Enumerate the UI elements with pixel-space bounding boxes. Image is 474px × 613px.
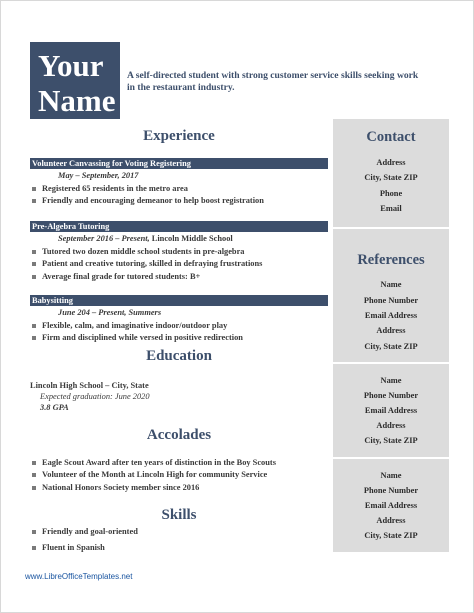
reference-city: City, State ZIP: [364, 531, 418, 540]
list-item: Average final grade for tutored students: B+: [30, 271, 262, 283]
education-block: [30, 380, 150, 413]
gpa: 3.8 GPA: [40, 403, 69, 412]
job-heading: Volunteer Canvassing for Voting Registering: [30, 158, 328, 169]
bullet-icon: [32, 461, 36, 465]
accolades-list: [30, 457, 276, 494]
list-item: Tutored two dozen middle school students in pre-algebra: [30, 246, 262, 258]
reference-email: Email Address: [364, 311, 418, 320]
bullet-icon: [32, 530, 36, 534]
name-block: [30, 42, 120, 119]
list-item: National Honors Society member since 2016: [30, 482, 276, 494]
bullet-icon: [32, 324, 36, 328]
bullet-icon: [32, 262, 36, 266]
references-heading: References: [357, 252, 425, 268]
bullet-icon: [32, 473, 36, 477]
reference-phone: Phone Number: [363, 391, 419, 400]
job-dates: June 204 – Present, Summers: [58, 308, 162, 317]
job-org: Lincoln Middle School: [151, 234, 233, 243]
reference-address: Address: [376, 516, 406, 525]
accolades-heading: Accolades: [146, 427, 212, 443]
bullet-icon: [32, 336, 36, 340]
school-name: Lincoln High School – City, State: [30, 381, 149, 390]
contact-heading: Contact: [366, 129, 416, 145]
reference-phone: Phone Number: [363, 296, 419, 305]
reference-email: Email Address: [364, 501, 418, 510]
sidebar-divider: [333, 457, 449, 459]
reference-address: Address: [376, 421, 406, 430]
sidebar-divider: [333, 227, 449, 229]
reference-name: Name: [380, 471, 402, 480]
job-bullets: [30, 183, 264, 208]
job-bullets: [30, 320, 243, 345]
list-item: Friendly and goal-oriented: [30, 526, 138, 538]
experience-heading: Experience: [143, 128, 215, 144]
contact-email: Email: [380, 204, 402, 213]
contact-phone: Phone: [379, 189, 403, 198]
job-bullets: [30, 246, 262, 283]
job-dates: September 2016 – Present, Lincoln Middle School: [58, 234, 233, 243]
bullet-icon: [32, 275, 36, 279]
sidebar: [333, 119, 449, 552]
skills-list: [30, 526, 138, 555]
name-line-2: Name: [38, 83, 116, 118]
bullet-icon: [32, 250, 36, 254]
list-item: Patient and creative tutoring, skilled in defraying frustrations: [30, 258, 262, 270]
bullet-icon: [32, 486, 36, 490]
job-heading: Pre-Algebra Tutoring: [30, 221, 328, 232]
footer-link[interactable]: www.LibreOfficeTemplates.net: [25, 572, 133, 581]
list-item: Firm and disciplined while versed in positive redirection: [30, 332, 243, 344]
summary-text: A self-directed student with strong customer service skills seeking work in the restaurant industry.: [127, 70, 419, 93]
contact-city: City, State ZIP: [364, 173, 418, 182]
reference-city: City, State ZIP: [364, 436, 418, 445]
reference-name: Name: [380, 376, 402, 385]
education-heading: Education: [146, 348, 212, 364]
list-item: Fluent in Spanish: [30, 542, 138, 554]
reference-address: Address: [376, 326, 406, 335]
list-item: Flexible, calm, and imaginative indoor/outdoor play: [30, 320, 243, 332]
skills-heading: Skills: [161, 507, 197, 523]
reference-email: Email Address: [364, 406, 418, 415]
reference-city: City, State ZIP: [364, 342, 418, 351]
contact-address: Address: [376, 158, 406, 167]
list-item: Registered 65 residents in the metro area: [30, 183, 264, 195]
list-item: Eagle Scout Award after ten years of distinction in the Boy Scouts: [30, 457, 276, 469]
reference-name: Name: [380, 280, 402, 289]
bullet-icon: [32, 199, 36, 203]
bullet-icon: [32, 546, 36, 550]
sidebar-divider: [333, 362, 449, 364]
list-item: Volunteer of the Month at Lincoln High for community Service: [30, 469, 276, 481]
list-item: Friendly and encouraging demeanor to help boost registration: [30, 195, 264, 207]
bullet-icon: [32, 187, 36, 191]
job-dates: May – September, 2017: [58, 171, 139, 180]
job-heading: Babysitting: [30, 295, 328, 306]
graduation-date: Expected graduation: June 2020: [40, 392, 150, 401]
reference-phone: Phone Number: [363, 486, 419, 495]
name-line-1: Your: [38, 48, 104, 83]
